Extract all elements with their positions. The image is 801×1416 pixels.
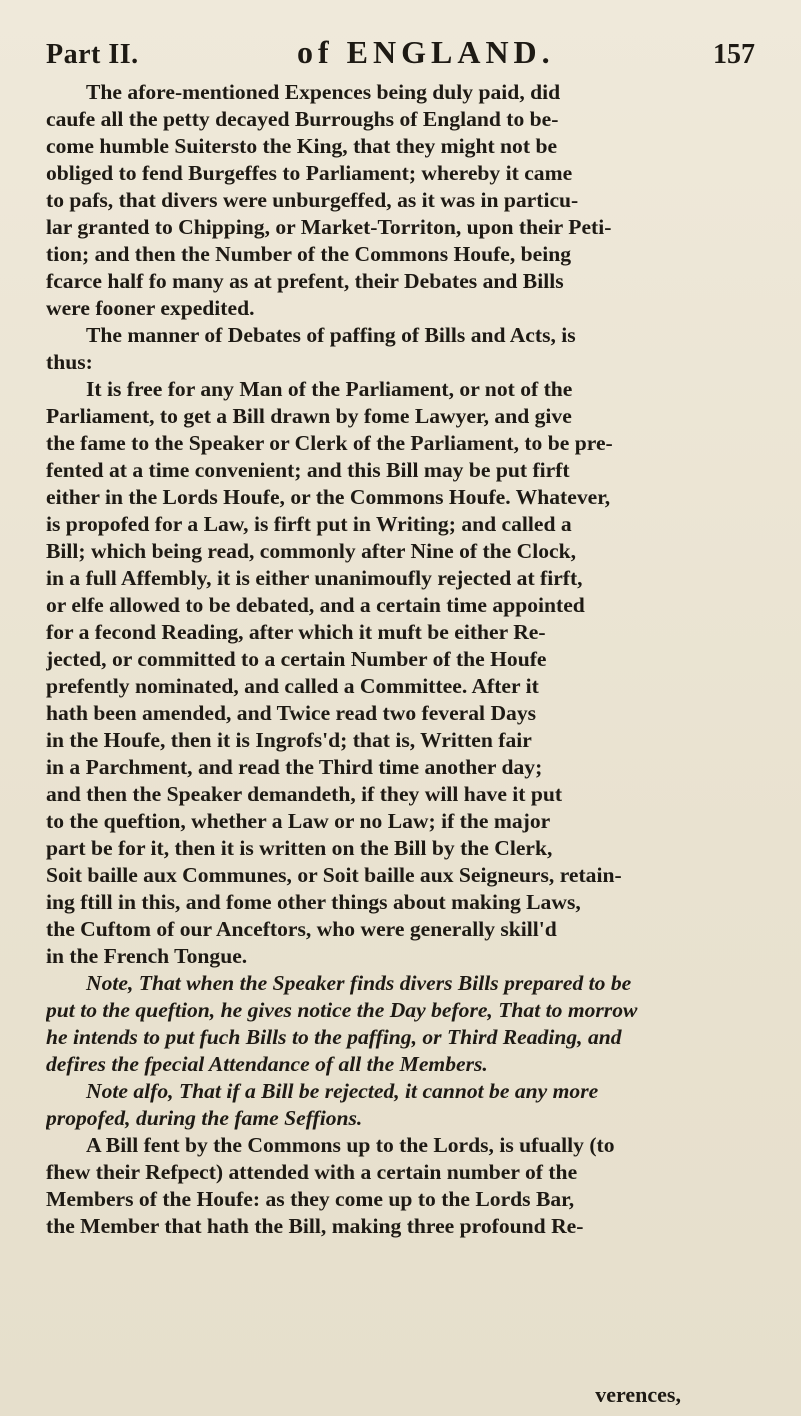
text-line: The manner of Debates of paffing of Bills and Acts, is	[86, 323, 576, 347]
text-line: fented at a time convenient; and this Bill may be put firft	[46, 458, 570, 482]
text-line: Bill; which being read, commonly after Nine of the Clock,	[46, 539, 577, 563]
text-line: Soit baille aux Communes, or Soit baille aux Seigneurs, retain-	[46, 863, 622, 887]
note-line: Note, That when the Speaker finds divers Bills prepared to be	[86, 971, 632, 995]
part-label: Part II.	[46, 39, 139, 70]
text-line: obliged to fend Burgeffes to Parliament; whereby it came	[46, 161, 573, 185]
text-line: were fooner expedited.	[46, 296, 255, 320]
text-line: in a full Affembly, it is either unanimoufly rejected at firft,	[46, 566, 583, 590]
text-line: tion; and then the Number of the Commons Houfe, being	[46, 242, 572, 266]
note-line: defires the fpecial Attendance of all the Members.	[46, 1052, 488, 1076]
text-line: part be for it, then it is written on the Bill by the Clerk,	[46, 836, 553, 860]
text-line: the Member that hath the Bill, making three profound Re-	[46, 1214, 584, 1238]
text-line: in the French Tongue.	[46, 944, 248, 968]
text-line: A Bill fent by the Commons up to the Lords, is ufually (to	[86, 1133, 615, 1157]
text-line: lar granted to Chipping, or Market-Torriton, upon their Peti-	[46, 215, 612, 239]
page-title: of ENGLAND.	[296, 34, 555, 70]
text-line: or elfe allowed to be debated, and a certain time appointed	[46, 593, 585, 617]
note-line: propofed, during the fame Seffions.	[46, 1106, 363, 1130]
text-line: fcarce half fo many as at prefent, their Debates and Bills	[46, 269, 564, 293]
text-line: Parliament, to get a Bill drawn by fome Lawyer, and give	[46, 404, 572, 428]
catchword: verences,	[595, 1382, 681, 1407]
text-line: in a Parchment, and read the Third time another day;	[46, 755, 543, 779]
text-line: thus:	[46, 350, 93, 374]
text-line: ing ftill in this, and fome other things about making Laws,	[46, 890, 581, 914]
text-line: jected, or committed to a certain Number of the Houfe	[46, 647, 547, 671]
text-line: the fame to the Speaker or Clerk of the Parliament, to be pre-	[46, 431, 613, 455]
text-line: and then the Speaker demandeth, if they will have it put	[46, 782, 563, 806]
text-line: fhew their Refpect) attended with a certain number of the	[46, 1160, 578, 1184]
text-line: is propofed for a Law, is firft put in Writing; and called a	[46, 512, 572, 536]
page-number: 157	[712, 39, 755, 70]
running-head	[46, 34, 755, 71]
text-line: come humble Suitersto the King, that they might not be	[46, 134, 558, 158]
note-line: Note alfo, That if a Bill be rejected, it cannot be any more	[86, 1079, 599, 1103]
note-line: put to the queftion, he gives notice the Day before, That to morrow	[46, 998, 638, 1022]
note-line: he intends to put fuch Bills to the paffing, or Third Reading, and	[46, 1025, 622, 1049]
text-line: Members of the Houfe: as they come up to the Lords Bar,	[46, 1187, 575, 1211]
text-line: It is free for any Man of the Parliament, or not of the	[86, 377, 573, 401]
text-line: the Cuftom of our Anceftors, who were generally skill'd	[46, 917, 557, 941]
text-line: The afore-mentioned Expences being duly paid, did	[86, 80, 561, 104]
text-line: to the queftion, whether a Law or no Law; if the major	[46, 809, 551, 833]
text-line: to pafs, that divers were unburgeffed, as it was in particu-	[46, 188, 579, 212]
text-line: caufe all the petty decayed Burroughs of England to be-	[46, 107, 559, 131]
text-line: hath been amended, and Twice read two feveral Days	[46, 701, 537, 725]
text-line: either in the Lords Houfe, or the Commons Houfe. Whatever,	[46, 485, 611, 509]
text-line: for a fecond Reading, after which it muft be either Re-	[46, 620, 546, 644]
body-text	[46, 79, 755, 1240]
text-line: in the Houfe, then it is Ingrofs'd; that is, Written fair	[46, 728, 532, 752]
text-line: prefently nominated, and called a Committee. After it	[46, 674, 539, 698]
